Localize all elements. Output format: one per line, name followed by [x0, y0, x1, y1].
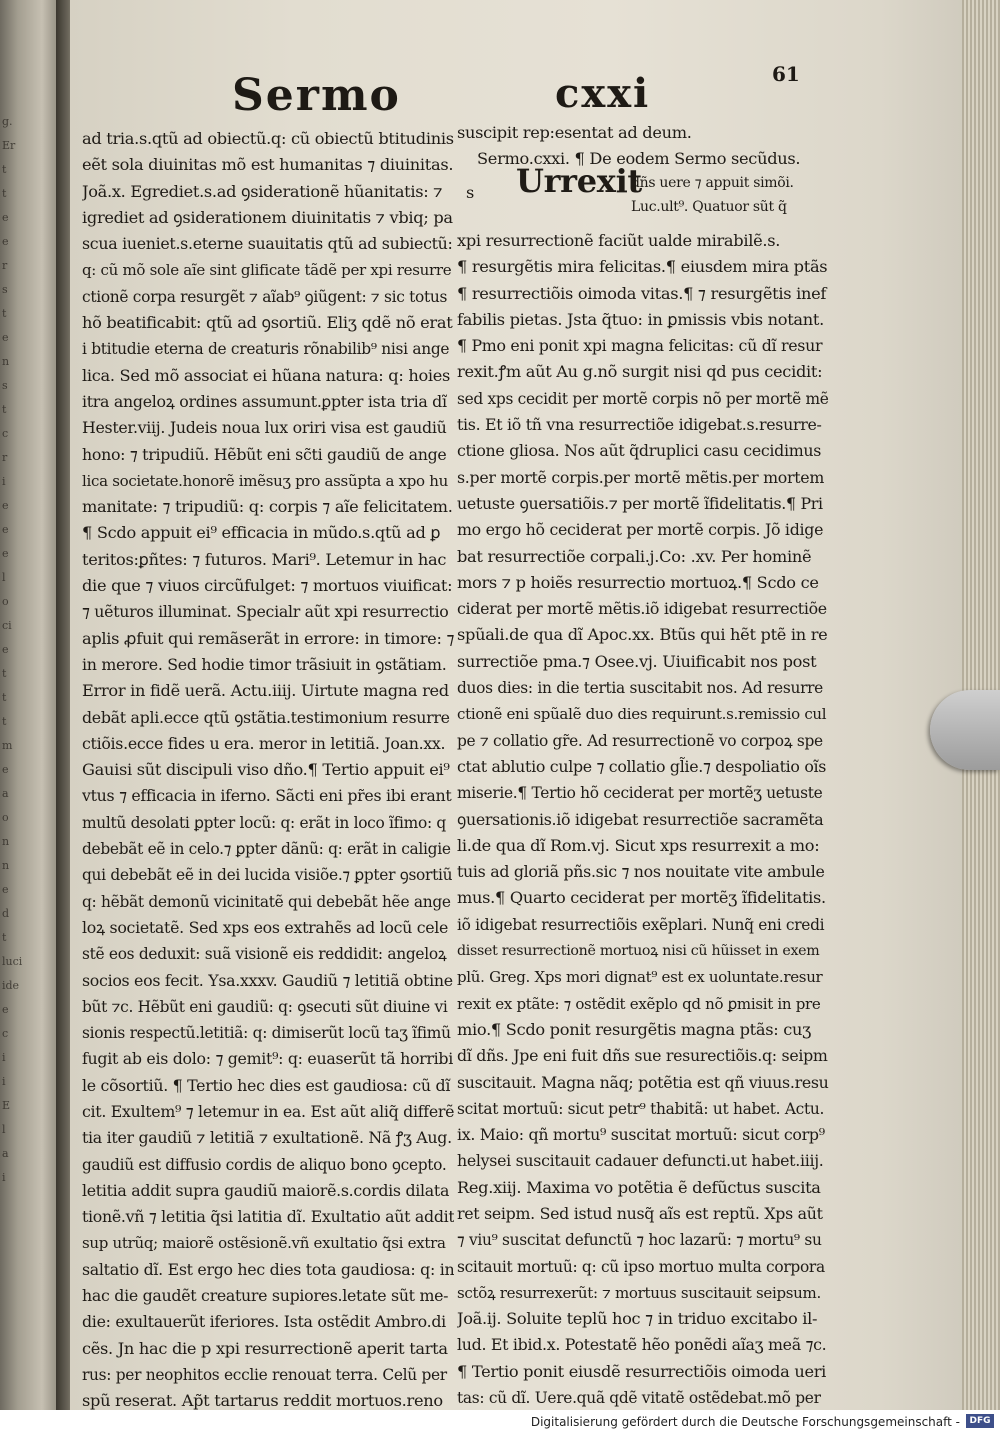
facing-page-line: Er	[2, 139, 16, 152]
facing-page-line: luci	[2, 955, 23, 968]
facing-page-line: t	[2, 667, 7, 680]
text-line: ctat ablutio culpe ⁊ collatio gl̃ie.⁊ despoliatio oĩs	[457, 756, 827, 776]
text-line: loꝝ societatẽ. Sed xps eos extrahẽs ad locũ cele	[82, 917, 449, 937]
facing-page-line: s	[2, 283, 8, 296]
facing-page-line: a	[2, 1147, 9, 1160]
text-line: lica. Sed mõ associat ei hũana natura: q: hoies	[82, 365, 451, 385]
facing-page-line: E	[2, 1099, 11, 1112]
drop-line-2: Luc.ult⁹. Quatuor sũt q̃	[631, 199, 787, 215]
text-line: rexit.ꝭm aũt Au g.nõ surgit nisi qd pus cecidit:	[457, 362, 823, 382]
text-line: igrediet ad ꝯsiderationem diuinitatis ⁊ vbiq; pa	[82, 207, 453, 227]
text-line: spũali.de qua dĩ Apoc.xx. Btũs qui hẽt ptẽ in re	[457, 625, 828, 645]
text-line: ctionẽ corpa resurgẽt ⁊ aĩab⁹ ꝯiũgent: ⁊ sic totus	[82, 287, 448, 306]
text-line: hõ beatificabit: qtũ ad ꝯsortiũ. Eliʒ qdẽ nõ erat	[82, 313, 453, 333]
running-head-right: cxxi	[555, 70, 651, 117]
drop-marginal: s	[466, 183, 475, 202]
text-line: spũ reserat. Ap̃t tartarus reddit mortuos.reno	[82, 1391, 443, 1410]
drop-cap-block	[466, 162, 826, 228]
footer-bar	[0, 1410, 1000, 1434]
facing-page-line: t	[2, 691, 7, 704]
text-line: plũ. Greg. Xps mori dignat⁹ est ex uoluntate.resur	[457, 968, 823, 987]
text-line: le cõsortiũ. ¶ Tertio hec dies est gaudiosa: cũ dĩ	[82, 1075, 451, 1095]
facing-page-line: e	[2, 211, 9, 224]
footer-credit: Digitalisierung gefördert durch die Deutsche Forschungsgemeinschaft -	[530, 1415, 960, 1429]
text-line: manitate: ⁊ tripudiũ: q: corpis ⁊ aĩe felicitatem.	[82, 497, 453, 517]
text-line: hac die gaudẽt creature supiores.letate sũt me-	[82, 1286, 449, 1306]
facing-page-line: i	[2, 1075, 6, 1088]
text-line: cit. Exultem⁹ ⁊ letemur in ea. Est aũt aliq̃ differẽ	[82, 1101, 454, 1121]
facing-page-text	[2, 110, 50, 1190]
text-line: sionis respectũ.letitiã: q: dimiserũt locũ taʒ ĩfimũ	[82, 1024, 451, 1043]
text-line: stẽ eos deduxit: suã visionẽ eis reddidit: angeloꝝ	[82, 945, 447, 964]
text-line: tionẽ.vñ ⁊ letitia q̃si latitia dĩ. Exultatio aũt addit	[82, 1207, 454, 1227]
text-line: ctiõis.ecce fides u era. meror in letitiã. Joan.xx.	[82, 733, 446, 753]
facing-page-line: r	[2, 259, 8, 272]
facing-page-line: l	[2, 1123, 6, 1136]
text-line: dĩ dñs. Jpe eni fuit dñs sue resurectiõis.q: seipm	[457, 1046, 828, 1066]
text-line: ꝯuersationis.iõ idigebat resurrectiõe sacramẽta	[457, 809, 824, 829]
text-line: pe ⁊ collatio gr̃e. Ad resurrectionẽ vo corpoꝝ spe	[457, 731, 823, 750]
text-line: mo ergo hõ ceciderat per mortẽ corpis. Jõ idige	[457, 520, 824, 540]
text-line: mors ⁊ p hoiẽs resurrectio mortuoꝝ.¶ Scdo ce	[457, 572, 819, 592]
drop-line-1: dñs uere ⁊ appuit simõi.	[631, 175, 794, 191]
text-line: ctione gliosa. Nos aũt q̃druplici casu cecidimus	[457, 441, 822, 461]
text-line: uetuste ꝯuersatiõis.⁊ per mortẽ ĩfidelitatis.¶ Pri	[457, 493, 823, 513]
text-line: iõ idigebat resurrectiõis exẽplari. Nunq̃ eni credi	[457, 915, 825, 934]
facing-page-line: t	[2, 403, 7, 416]
facing-page-line: i	[2, 1171, 6, 1184]
text-line: ¶ resurrectiõis oimoda vitas.¶ ⁊ resurgẽtis inef	[457, 283, 827, 303]
facing-page-line: t	[2, 187, 7, 200]
facing-page-line: e	[2, 499, 9, 512]
text-line: Hester.viij. Judeis noua lux oriri visa est gaudiũ	[82, 418, 447, 438]
text-line: surrectiõe pma.⁊ Osee.vj. Uiuificabit nos post	[457, 651, 817, 671]
text-line: die que ⁊ viuos circũfulget: ⁊ mortuos viuificat:	[82, 576, 453, 596]
facing-page-line: e	[2, 547, 9, 560]
facing-page-line: t	[2, 931, 7, 944]
text-line: i btitudie eterna de creaturis rõnabilib⁹ nisi ange	[82, 340, 450, 359]
text-line: qui debebãt eẽ in dei lucida visiõe.⁊ ꝑpter ꝯsortiũ	[82, 866, 453, 885]
text-line: tis. Et iõ tñ vna resurrectiõe idigebat.s.resurre-	[457, 415, 822, 435]
text-line: ¶ resurgẽtis mira felicitas.¶ eiusdem mira ptãs	[457, 257, 828, 277]
facing-page-line: a	[2, 787, 9, 800]
text-line: Joã.x. Egrediet.s.ad ꝯsiderationẽ hũanitatis: ⁊	[82, 181, 443, 201]
facing-page-line: i	[2, 1051, 6, 1064]
facing-page-line: e	[2, 523, 9, 536]
text-column-1	[82, 126, 454, 1410]
text-line: li.de qua dĩ Rom.vj. Sicut xps resurrexit a mo:	[457, 835, 820, 855]
text-line: ¶ Scdo appuit ei⁹ efficacia in mũdo.s.qtũ ad ꝑ	[82, 523, 441, 543]
text-line: duos dies: in die tertia suscitabit nos. Ad resurre	[457, 679, 823, 698]
text-line: helysei suscitauit cadauer defuncti.ut habet.iiij.	[457, 1151, 824, 1171]
facing-page-line: o	[2, 595, 9, 608]
text-line: lica societate.honorẽ imẽsuʒ pro assũpta a xpo hu	[82, 471, 448, 490]
text-line: in merore. Sed hodie timor trãsiuit in ꝯstãtiam.	[82, 654, 447, 674]
facing-page-line: g.	[2, 115, 13, 128]
facing-page-line: n	[2, 859, 10, 872]
text-line: ¶ Pmo eni ponit xpi magna felicitas: cũ dĩ resur	[457, 336, 823, 356]
text-line: fabilis pietas. Jsta q̃tuo: in ꝑmissis vbis notant.	[457, 309, 824, 329]
text-line: mus.¶ Quarto ceciderat per mortẽʒ ĩfidelitatis.	[457, 888, 826, 908]
text-line: debãt apli.ecce qtũ ꝯstãtia.testimonium resurre	[82, 707, 450, 727]
text-line: sctõꝝ resurrexerũt: ⁊ mortuus suscitauit seipsum.	[457, 1283, 821, 1302]
facing-page-line: e	[2, 1003, 9, 1016]
text-line: tia iter gaudiũ ⁊ letitiã ⁊ exultationẽ. Nã ꝭʒ Aug.	[82, 1128, 452, 1148]
facing-page-line: m	[2, 739, 13, 752]
facing-page-line: d	[2, 907, 10, 920]
text-line: gaudiũ est diffusio cordis de aliquo bono ꝯcepto.	[82, 1155, 447, 1174]
text-line: ad tria.s.qtũ ad obiectũ.q: cũ obiectũ btitudinis	[82, 129, 454, 148]
text-line: scua iueniet.s.eterne suauitatis qtũ ad subiectũ:	[82, 234, 453, 254]
facing-page-line: e	[2, 235, 9, 248]
facing-page-edge	[0, 0, 60, 1410]
text-line: cẽs. Jn hac die p xpi resurrectionẽ aperit tarta	[82, 1338, 448, 1358]
text-line: tas: cũ dĩ. Uere.quã qdẽ vitatẽ ostẽdebat.mõ per	[457, 1389, 821, 1408]
text-line: q: hẽbãt demonũ vicinitatẽ qui debebãt hẽe ange	[82, 892, 451, 911]
text-line: sed xps cecidit per mortẽ corpis nõ per mortẽ mẽ	[457, 389, 829, 408]
text-line: ⁊ uẽturos illuminat. Specialr aũt xpi resurrectio	[82, 602, 449, 622]
text-line: saltatio dĩ. Est ergo hec dies tota gaudiosa: q: in	[82, 1259, 454, 1279]
facing-page-line: l	[2, 571, 6, 584]
text-line: rexit ex ptãte: ⁊ ostẽdit exẽplo qd nõ ꝑmisit in pre	[457, 994, 821, 1013]
text-line: disset resurrectionẽ mortuoꝝ nisi cũ hũisset in exem	[457, 943, 820, 960]
text-line: q: cũ mõ sole aĩe sint glificate tãdẽ per xpi resurre	[82, 261, 452, 280]
text-line: sup utrũq; maiorẽ ostẽsionẽ.vñ exultatio q̃si extra	[82, 1234, 446, 1253]
text-line: rus: per neophitos ecclie renouat terra. Celũ per	[82, 1365, 447, 1384]
text-line: debebãt eẽ in celo.⁊ ꝑpter dãnũ: q: erãt in caligie	[82, 840, 451, 859]
text-line: ix. Maio: qñ mortu⁹ suscitat mortuũ: sicut corp⁹	[457, 1125, 825, 1145]
facing-page-line: e	[2, 643, 9, 656]
text-line: lud. Et ibid.x. Potestatẽ hẽo ponẽdi aĩaʒ meã ⁊c.	[457, 1335, 827, 1355]
text-line: suscipit rep:esentat ad deum.	[457, 123, 692, 142]
text-line: mio.¶ Scdo ponit resurgẽtis magna ptãs: cuʒ	[457, 1019, 811, 1039]
facing-page-line: c	[2, 1027, 9, 1040]
facing-page-line: s	[2, 379, 8, 392]
text-line: vtus ⁊ efficacia in iferno. Sãcti eni pr̃es ibi erant	[82, 786, 452, 806]
drop-cap-word: Urrexit	[516, 162, 642, 200]
text-line: aplis ꝓfuit qui remãserãt in errore: in timore: ⁊	[82, 628, 454, 648]
facing-page-line: e	[2, 883, 9, 896]
text-line: socios eos fecit. Ysa.xxxv. Gaudiũ ⁊ letitiã obtine	[82, 970, 453, 990]
facing-page-line: ci	[2, 619, 12, 632]
text-line: itra angeloꝝ ordines assumunt.ꝑpter ista tria dĩ	[82, 391, 447, 411]
text-column-2	[457, 228, 829, 1410]
facing-page-line: c	[2, 427, 9, 440]
facing-page-line: n	[2, 835, 10, 848]
text-line: scitauit mortuũ: q: cũ ipso mortuo multa corpora	[457, 1257, 825, 1276]
facing-page-line: t	[2, 715, 7, 728]
text-line: Gauisi sũt discipuli viso dño.¶ Tertio appuit ei⁹	[82, 760, 450, 780]
text-line: Error in fidẽ uerã. Actu.iiij. Uirtute magna red	[82, 681, 449, 701]
text-line: hono: ⁊ tripudiũ. Hẽbũt eni sc̃ti gaudiũ de ange	[82, 444, 447, 464]
text-line: die: exultauerũt iferiores. Ista ostẽdit Ambro.di	[82, 1312, 446, 1332]
facing-page-line: n	[2, 355, 10, 368]
sermon-title: Sermo.cxxi. ¶ De eodem Sermo secũdus.	[477, 149, 801, 169]
facing-page-line: e	[2, 763, 9, 776]
text-line: scitat mortuũ: sicut petr⁹ thabitã: ut habet. Actu.	[457, 1099, 825, 1118]
text-line: bat resurrectiõe corpali.j.Co: .xv. Per hominẽ	[457, 546, 812, 566]
text-line: ctionẽ eni spũalẽ duo dies requirunt.s.remissio cul	[457, 705, 827, 724]
text-column-2-head	[457, 120, 829, 173]
facing-page-line: r	[2, 451, 8, 464]
text-line: ¶ Tertio ponit eiusdẽ resurrectiõis oimoda ueri	[457, 1361, 827, 1381]
text-line: xpi resurrectionẽ faciũt ualde mirabilẽ.s.	[457, 231, 781, 250]
facing-page-line: t	[2, 307, 7, 320]
text-line: s.per mortẽ corpis.per mortẽ mẽtis.per mortem	[457, 467, 825, 487]
text-line: Reg.xiij. Maxima vo potẽtia ẽ defũctus suscita	[457, 1177, 821, 1197]
facing-page-line: ide	[2, 979, 20, 992]
facing-page-line: o	[2, 811, 9, 824]
book-clip	[930, 690, 1000, 770]
text-line: ret seipm. Sed istud nusq̃ aĩs est reptũ. Xps aũt	[457, 1203, 823, 1223]
facing-page-line: i	[2, 475, 6, 488]
text-line: letitia addit supra gaudiũ maiorẽ.s.cordis dilata	[82, 1180, 450, 1200]
text-line: miserie.¶ Tertio hõ ceciderat per mortẽʒ uetuste	[457, 784, 823, 803]
text-line: ciderat per mortẽ mẽtis.iõ idigebat resurrectiõe	[457, 599, 827, 619]
text-line: multũ desolati ꝑpter locũ: q: erãt in loco ĩfimo: q	[82, 813, 446, 832]
text-line: suscitauit. Magna nãq; potẽtia est qñ viuus.resu	[457, 1072, 829, 1092]
facing-page-line: e	[2, 331, 9, 344]
running-head-left: Sermo	[232, 70, 401, 121]
dfg-logo: DFG	[966, 1414, 994, 1428]
text-line: bũt ⁊c. Hẽbũt eni gaudiũ: q: ꝯsecuti sũt diuine vi	[82, 997, 448, 1016]
text-line: ⁊ viu⁹ suscitat defunctũ ⁊ hoc lazarũ: ⁊ mortu⁹ su	[457, 1231, 822, 1250]
text-line: fugit ab eis dolo: ⁊ gemit⁹: q: euaserũt tã horribi	[82, 1049, 453, 1069]
text-line: eẽt sola diuinitas mõ est humanitas ⁊ diuinitas.	[82, 155, 454, 175]
facing-page-line: t	[2, 163, 7, 176]
text-line: tuis ad gloriã pñs.sic ⁊ nos nouitate vite ambule	[457, 862, 825, 882]
text-line: Joã.ij. Soluite teplũ hoc ⁊ in triduo excitabo il-	[457, 1309, 818, 1329]
text-line: teritos:ꝑñtes: ⁊ futuros. Mari⁹. Letemur in hac	[82, 549, 447, 569]
folio-number: 61	[772, 62, 800, 86]
